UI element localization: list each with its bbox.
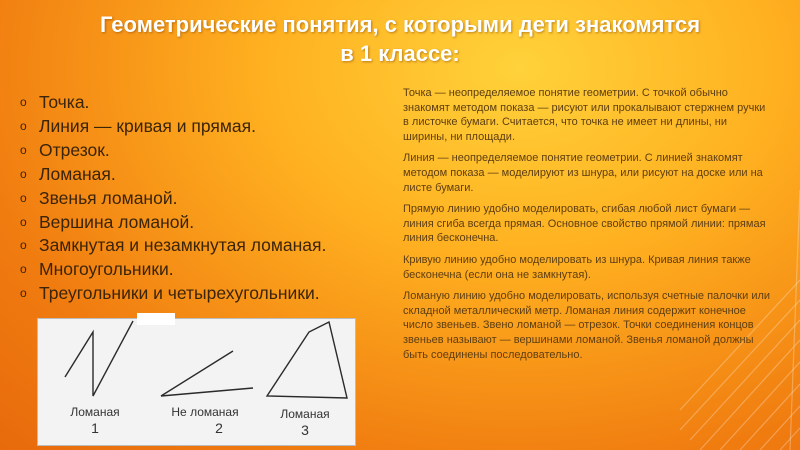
topic-label: Ломаная. bbox=[39, 163, 116, 184]
topic-label: Точка. bbox=[39, 92, 90, 112]
bullet-icon: o bbox=[20, 262, 27, 277]
caption-number: 2 bbox=[215, 420, 223, 436]
topic-label: Замкнутая и незамкнутая ломаная. bbox=[39, 235, 327, 256]
angle-drawing bbox=[161, 351, 253, 396]
slide-title bbox=[0, 10, 800, 68]
description-text bbox=[403, 86, 773, 369]
topic-label: Треугольники и четырехугольники. bbox=[39, 283, 320, 304]
topic-item bbox=[20, 115, 326, 139]
description-paragraph-straight-line: Прямую линию удобно моделировать, сгибая любой лист бумаги — линия сгиба всегда прямая. Основное свойство прямой линии: прямая линия бесконечна. bbox=[403, 203, 766, 245]
slide-title-line-1: Геометрические понятия, с которыми дети знакомятся bbox=[99, 12, 701, 37]
topic-item bbox=[20, 234, 326, 258]
bullet-icon: o bbox=[20, 286, 27, 301]
topic-label: Многоугольники. bbox=[39, 259, 174, 280]
caption-polyline-1 bbox=[60, 405, 130, 435]
bullet-icon: o bbox=[20, 214, 27, 229]
caption-label: Ломаная bbox=[280, 407, 330, 421]
topic-item bbox=[20, 163, 326, 187]
caption-number: 1 bbox=[91, 420, 99, 436]
closed-polyline-drawing bbox=[267, 322, 347, 398]
bullet-icon: o bbox=[20, 190, 27, 205]
bullet-icon: o bbox=[20, 238, 27, 253]
caption-polyline-3 bbox=[270, 407, 340, 437]
topic-label: Отрезок. bbox=[39, 139, 110, 160]
description-paragraph-polyline: Ломаную линию удобно моделировать, используя счетные палочки или складной металлический метр. Ломаная линия содержит конечное число звеньев. Звено ломаной — отрезок. Точки соединения концов звеньев называют — вершинами ломаной. Звенья ломаной должны быть соединены последовательно. bbox=[403, 290, 771, 361]
topic-label: Звенья ломаной. bbox=[39, 187, 178, 208]
topic-list bbox=[20, 91, 326, 306]
topic-item bbox=[20, 211, 326, 235]
description-paragraph-curve: Кривую линию удобно моделировать из шнура. Кривая линия также бесконечна (если она не замкнутая). bbox=[403, 253, 751, 281]
bullet-icon: o bbox=[20, 118, 27, 133]
caption-label: Не ломаная bbox=[171, 405, 239, 419]
polyline-illustration bbox=[37, 318, 356, 446]
slide-title-line-2: в 1 классе: bbox=[340, 41, 460, 66]
bullet-icon: o bbox=[20, 95, 27, 109]
topic-label: Линия — кривая и прямая. bbox=[39, 115, 256, 136]
topic-label: Вершина ломаной. bbox=[39, 211, 195, 232]
caption-number: 3 bbox=[301, 422, 309, 438]
caption-polyline-2 bbox=[160, 405, 250, 435]
caption-label: Ломаная bbox=[70, 405, 120, 419]
description-paragraph-point: Точка — неопределяемое понятие геометрии. С точкой обычно знакомят методом показа — рисуют или прокалывают стержнем ручки в листочке бумаги. Считается, что точка не имеет ни длины, ни ширины, ни площади. bbox=[403, 87, 766, 143]
topic-item bbox=[20, 258, 326, 282]
bullet-icon: o bbox=[20, 166, 27, 181]
topic-item bbox=[20, 139, 326, 163]
topic-item bbox=[20, 187, 326, 211]
bullet-icon: o bbox=[20, 142, 27, 157]
description-paragraph-line: Линия — неопределяемое понятие геометрии. С линией знакомят методом показа — моделируют из шнура, или рисуют на доске или на листе бумаги. bbox=[403, 152, 763, 194]
open-polyline-drawing bbox=[65, 321, 133, 396]
topic-item bbox=[20, 282, 326, 306]
topic-item bbox=[20, 91, 326, 115]
